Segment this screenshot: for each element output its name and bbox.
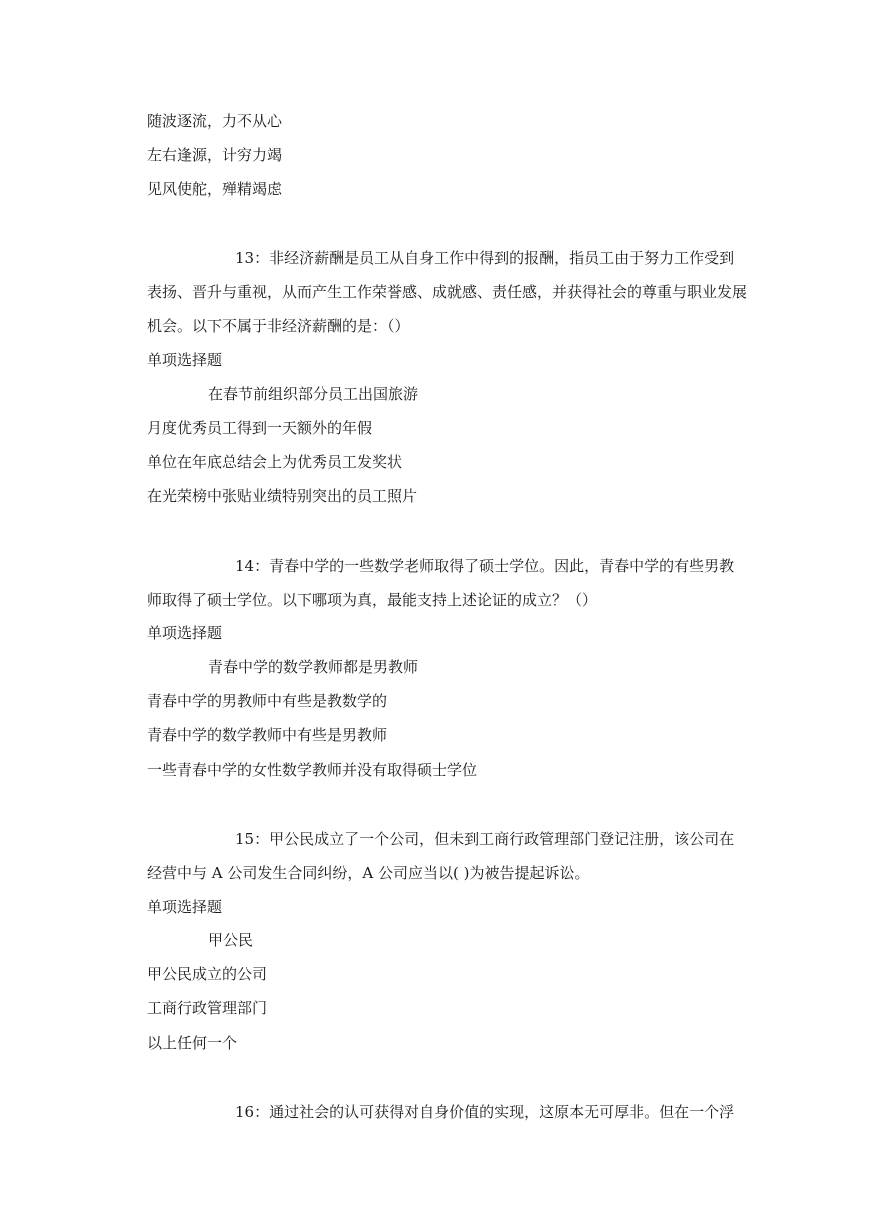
q14-text-line-1: 14：青春中学的一些数学老师取得了硕士学位。因此，青春中学的有些男教 (235, 557, 735, 575)
q14-text-line-2: 师取得了硕士学位。以下哪项为真，最能支持上述论证的成立？（） (147, 591, 598, 609)
q15-option-b: 甲公民成立的公司 (147, 965, 268, 983)
prev-option-0: 随波逐流，力不从心 (147, 112, 283, 130)
q15-option-c: 工商行政管理部门 (147, 999, 268, 1017)
q13-type: 单项选择题 (147, 351, 223, 369)
q14-option-a: 青春中学的数学教师都是男教师 (208, 658, 419, 676)
q15-text-line-2: 经营中与 A 公司发生合同纠纷，A 公司应当以( )为被告提起诉讼。 (147, 864, 590, 882)
q15-type: 单项选择题 (147, 898, 223, 916)
prev-option-1: 左右逢源，计穷力竭 (147, 146, 283, 164)
q13-text-line-1: 13：非经济薪酬是员工从自身工作中得到的报酬，指员工由于努力工作受到 (235, 249, 735, 267)
q14-option-c: 青春中学的数学教师中有些是男教师 (147, 726, 388, 744)
prev-option-2: 见风使舵，殚精竭虑 (147, 180, 283, 198)
q16-text-line-1: 16：通过社会的认可获得对自身价值的实现，这原本无可厚非。但在一个浮 (235, 1103, 735, 1121)
q15-option-d: 以上任何一个 (147, 1034, 238, 1052)
q13-text-line-3: 机会。以下不属于非经济薪酬的是：（） (147, 317, 410, 335)
q15-option-a: 甲公民 (208, 931, 254, 949)
q14-option-b: 青春中学的男教师中有些是教数学的 (147, 692, 388, 710)
q13-option-a: 在春节前组织部分员工出国旅游 (208, 385, 419, 403)
q13-text-line-2: 表扬、晋升与重视，从而产生工作荣誉感、成就感、责任感，并获得社会的尊重与职业发展 (147, 283, 748, 301)
q13-option-b: 月度优秀员工得到一天额外的年假 (147, 419, 373, 437)
q13-option-d: 在光荣榜中张贴业绩特别突出的员工照片 (147, 487, 418, 505)
q13-option-c: 单位在年底总结会上为优秀员工发奖状 (147, 453, 403, 471)
q14-type: 单项选择题 (147, 624, 223, 642)
q15-text-line-1: 15：甲公民成立了一个公司，但未到工商行政管理部门登记注册，该公司在 (235, 830, 735, 848)
q14-option-d: 一些青春中学的女性数学教师并没有取得硕士学位 (147, 761, 478, 779)
